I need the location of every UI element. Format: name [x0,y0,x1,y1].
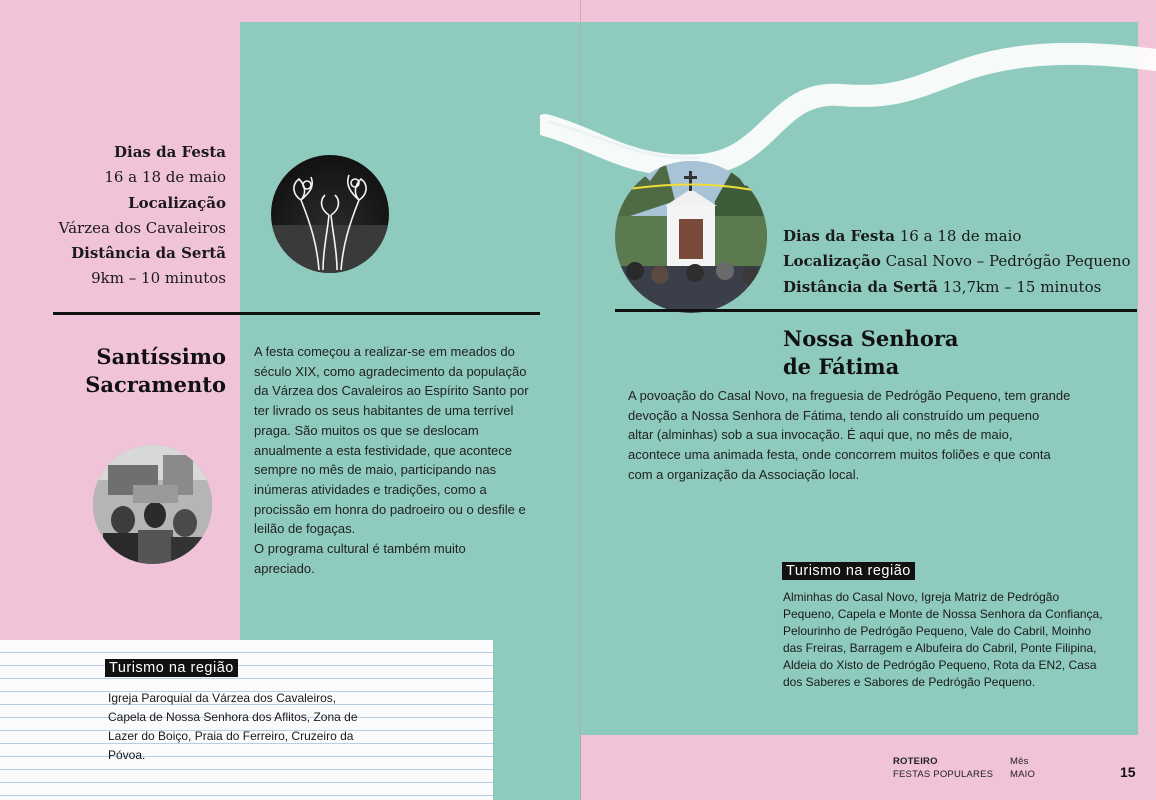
footer-month [1010,755,1035,781]
body-line: apreciado. [254,560,315,576]
tourism-line: Alminhas do Casal Novo, Igreja Matriz de Pedrógão [783,590,1060,604]
tourism-line: dos Saberes e Sabores de Pedrógão Pequeno. [783,675,1036,689]
body-line: altar (alminhas) sob a sua invocação. É aqui que, no mês de maio, [628,427,1013,443]
body-line: século XIX, como agradecimento da população [254,363,527,379]
body-line: inúmeras atividades e tradições, como a [254,481,487,497]
brush-stroke-decoration [540,30,1156,180]
festival-info-left [59,140,226,292]
body-line: acontece uma animada festa, onde concorrem muitos foliões e que conta [628,447,1051,463]
footer-festas: FESTAS POPULARES [893,769,994,780]
tourism-line: Lazer do Boiço, Praia do Ferreiro, Cruzeiro da [108,729,354,743]
tourism-label-right: Turismo na região [782,562,915,580]
footer-month-label: Mês [1010,756,1029,767]
footer-month-value: MAIO [1010,769,1036,780]
footer-series [893,755,993,781]
title-line-1: Nossa Senhora [783,326,959,351]
tourism-line: Capela de Nossa Senhora dos Aflitos, Zona de [108,710,358,724]
body-line: ter livrado os seus habitantes de uma terrível [254,403,514,419]
dates-label: Dias da Festa [783,227,895,245]
body-line: O programa cultural é também muito [254,541,466,557]
location-label: Localização [128,193,226,212]
body-line: leilão de fogaças. [254,521,356,537]
dates-value: 16 a 18 de maio [895,227,1022,245]
divider-rule-left [53,312,540,315]
title-line-1: Santíssimo [96,344,226,369]
footer-roteiro: ROTEIRO [893,756,938,767]
page-number: 15 [1120,764,1136,780]
distance-value: 13,7km – 15 minutos [937,277,1102,296]
photo-chapel [615,161,767,313]
distance-label: Distância da Sertã [783,277,938,296]
tourism-line: Póvoa. [108,748,146,762]
body-line: praga. São muitos os que se deslocam [254,422,479,438]
title-line-2: de Fátima [783,354,900,379]
body-line: com a organização da Associação local. [628,466,860,482]
photo-procession [93,445,212,564]
tourism-line: Aldeia do Xisto de Pedrógão Pequeno, Rota da EN2, Casa [783,658,1097,672]
festival-description-left [254,342,554,578]
location-value: Casal Novo – Pedrógão Pequeno [880,252,1131,271]
tourism-line: das Freiras, Barragem e Albufeira do Cabril, Ponte Filipina, [783,641,1097,655]
dates-value: 16 a 18 de maio [104,168,226,187]
tourism-label-left: Turismo na região [105,659,238,677]
distance-value: 9km – 10 minutos [91,269,226,288]
festival-description-right [628,386,1098,485]
location-label: Localização [783,252,881,271]
festival-title-left [85,343,226,399]
body-line: sempre no mês de maio, participando nas [254,462,497,478]
location-value: Várzea dos Cavaleiros [58,218,226,237]
body-line: procissão em honra do padroeiro ou o desfile e [254,501,526,517]
body-line: devoção a Nossa Senhora de Fátima, tendo ali construído um pequeno [628,407,1040,423]
tourism-list-right [783,589,1118,691]
tourism-line: Igreja Paroquial da Várzea dos Cavaleiros, [108,691,337,705]
festival-info-right [783,224,1131,300]
dates-label: Dias da Festa [114,143,226,161]
festival-title-right [783,325,959,381]
body-line: A festa começou a realizar-se em meados do [254,344,515,359]
body-line: da Várzea dos Cavaleiros ao Espírito Santo por [254,383,529,399]
tourism-line: Pelourinho de Pedrógão Pequeno, Vale do Cabril, Moinho [783,624,1091,638]
title-line-2: Sacramento [85,372,226,397]
body-line: A povoação do Casal Novo, na freguesia de Pedrógão Pequeno, tem grande [628,388,1071,403]
tourism-list-left [108,689,378,765]
body-line: anualmente a esta festividade, que acontece [254,442,513,458]
photo-light-sculpture [271,155,389,273]
distance-label: Distância da Sertã [71,244,226,263]
tourism-line: Pequeno, Capela e Monte de Nossa Senhora da Confiança, [783,607,1103,621]
divider-rule-right [615,309,1137,312]
